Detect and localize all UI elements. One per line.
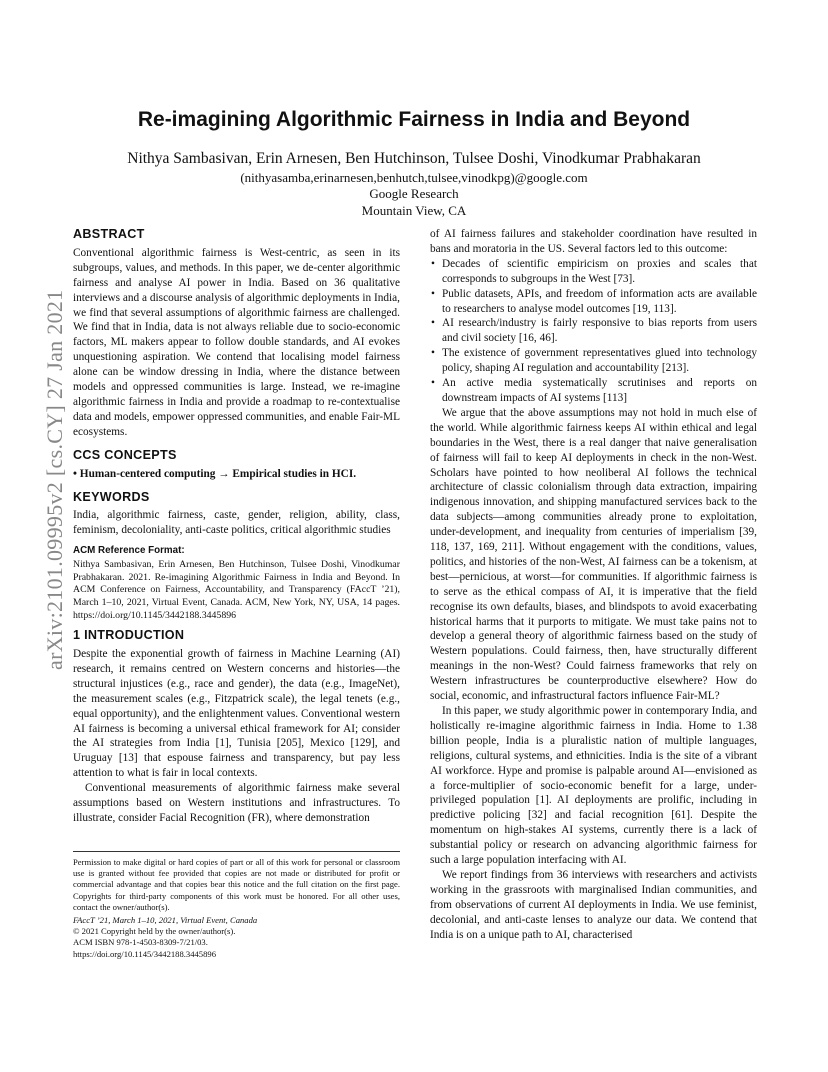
list-item: • AI research/industry is fairly responsive to bias reports from users and civil society [16, 46]. (430, 316, 757, 346)
reference-format-text: Nithya Sambasivan, Erin Arnesen, Ben Hutchinson, Tulsee Doshi, Vinodkumar Prabhakaran. 2021. Re-imagining Algorithmic Fairness in India and Beyond. In ACM Conference on Fairness, Accountability, and Transparency (FAccT ’21), March 1–10, 2021, Virtual Event, Canada. ACM, New York, NY, USA, 14 pages. https://doi.org/10.1145/3442188.3445896 (73, 559, 400, 621)
introduction-heading: 1 INTRODUCTION (73, 628, 185, 643)
abstract-text: Conventional algorithmic fairness is West-centric, as seen in its subgroups, values, and methods. In this paper, we de-center algorithmic fairness and analyse AI power in India. Based on 36 qualitative interviews and a discourse analysis of algorithmic deployments in India, we find that several assumptions of algorithmic fairness are challenged. We find that in India, data is not always reliable due to socio-economic factors, ML makers appear to follow double standards, and AI evokes unquestioning aspiration. We contend that localising model fairness alone can be window dressing in India, where the distance between models and oppressed communities is large. Instead, we re-imagine algorithmic fairness in India and provide a roadmap to re-contextualise data and models, empower oppressed communities, and enable Fair-ML ecosystems. (73, 246, 400, 438)
right-paragraph-1: of AI fairness failures and stakeholder coordination have resulted in bans and moratoria in the US. Several factors led to this outcome: (430, 228, 757, 255)
list-item: • Decades of scientific empiricism on proxies and scales that corresponds to subgroups in the West [73]. (430, 257, 757, 287)
factor-list (430, 257, 757, 406)
right-paragraph-3: In this paper, we study algorithmic power in contemporary India, and holistically re-imagine algorithmic fairness in India. Home to 1.38 billion people, India is a pluralistic nation of multiple languages, religions, cultural systems, and ethnicities. India is the site of a vibrant AI workforce. Hype and promise is palpable around AI—envisioned as a force-multiplier of socio-economic benefit for a large, under-privileged population [1]. AI deployments are prolific, including in predictive policing [32] and facial recognition [61]. Despite the momentum on high-stakes AI systems, currently there is a lack of substantial policy or research on advancing algorithmic fairness for such a large population interfacing with AI. (430, 705, 757, 867)
ccs-concepts: • Human-centered computing → Empirical studies in HCI. (73, 467, 357, 480)
right-paragraph-4: We report findings from 36 interviews with researchers and activists working in the grassroots with marginalised Indian communities, and from observations of current AI deployments in India. We use feminist, decolonial, and anti-caste lenses to analyze our data. We contend that India is on a unique path to AI, characterised (430, 868, 757, 941)
ccs-heading: CCS CONCEPTS (73, 447, 177, 462)
arxiv-identifier: arXiv:2101.09995v2 [cs.CY] 27 Jan 2021 (42, 289, 67, 670)
permission-notice: Permission to make digital or hard copies of part or all of this work for personal or classroom use is granted without fee provided that copies are not made or distributed for profit or commercial advantage and that copies bear this notice and the full citation on the first page. Copyrights for third-party components of this work must be honored. For all other uses, contact the owner/author(s). (73, 857, 400, 912)
list-item: • Public datasets, APIs, and freedom of information acts are available to researchers to analyse model outcomes [19, 113]. (430, 287, 757, 317)
keywords-text: India, algorithmic fairness, caste, gender, religion, ability, class, feminism, decoloniality, anti-caste politics, critical algorithmic studies (73, 509, 400, 537)
introduction-paragraph-2: Conventional measurements of algorithmic fairness make several assumptions based on Western institutions and infrastructures. To illustrate, consider Facial Recognition (FR), where demonstration (73, 782, 400, 824)
abstract-heading: ABSTRACT (73, 227, 145, 241)
author-emails: (nithyasamba,erinarnesen,benhutch,tulsee,vinodkpg)@google.com (240, 170, 588, 185)
author-list: Nithya Sambasivan, Erin Arnesen, Ben Hutchinson, Tulsee Doshi, Vinodkumar Prabhakaran (127, 150, 701, 167)
list-item: • The existence of government representatives glued into technology policy, shaping AI regulation and accountability [213]. (430, 346, 757, 376)
left-column (73, 227, 400, 826)
copyright-line: © 2021 Copyright held by the owner/author(s). (73, 926, 236, 937)
right-column (430, 227, 757, 943)
arxiv-sidebar (22, 289, 67, 670)
introduction-paragraph-1: Despite the exponential growth of fairness in Machine Learning (AI) research, it remains centred on Western concerns and histories—the structural injustices (e.g., race and gender), the data (e.g., ImageNet), the measurement scales (e.g., Fitzpatrick scale), the legal tenets (e.g., equal opportunity), and the enlightenment values. Conventional western AI fairness is becoming a universal ethical framework for AI; consider the AI strategies from India [1], Tunisia [205], Mexico [129], and Uruguay [13] that espouse fairness and transparency, but pay less attention to what is fair in local contexts. (73, 648, 400, 780)
venue-line: FAccT ’21, March 1–10, 2021, Virtual Event, Canada (73, 915, 258, 926)
doi-line: https://doi.org/10.1145/3442188.3445896 (73, 948, 216, 959)
author-location: Mountain View, CA (361, 203, 467, 218)
right-paragraph-2: We argue that the above assumptions may not hold in much else of the world. While algorithmic fairness keeps AI within ethical and legal boundaries in the West, there is a real danger that naive generalisation of fairness will fail to keep AI deployments in check in the non-West. Scholars have pointed to how neoliberal AI follows the technical architecture of classic colonialism through data extraction, impairing indigenous innovation, and shipping manufactured services back to the data subjects—among communities already prone to exploitation, under-development, and inequality from centuries of imperialism [39, 118, 137, 169, 211]. Without engagement with the conditions, values, politics, and histories of the non-West, AI fairness can be a tokenism, at best—pernicious, at worst—for communities. If algorithmic fairness is to serve as the ethical compass of AI, it is imperative that the field recognise its own defaults, biases, and blindspots to avoid exacerbating historical harms that it purports to mitigate. We must take pains not to develop a general theory of algorithmic fairness based on the study of Western populations. Could fairness, then, have structurally different meanings in the non-West? Could fairness frameworks that rely on Western infrastructures be counterproductive elsewhere? How do social, economic, and infrastructural factors influence Fair-ML? (430, 406, 757, 703)
reference-format-heading: ACM Reference Format: (73, 545, 185, 557)
copyright-footnote (73, 851, 400, 960)
keywords-heading: KEYWORDS (73, 489, 150, 504)
isbn-line: ACM ISBN 978-1-4503-8309-7/21/03. (73, 937, 208, 948)
paper-title: Re-imagining Algorithmic Fairness in India and Beyond (137, 108, 691, 131)
author-organization: Google Research (369, 186, 459, 201)
list-item: • An active media systematically scrutinises and reports on downstream impacts of AI systems [113] (430, 376, 757, 406)
